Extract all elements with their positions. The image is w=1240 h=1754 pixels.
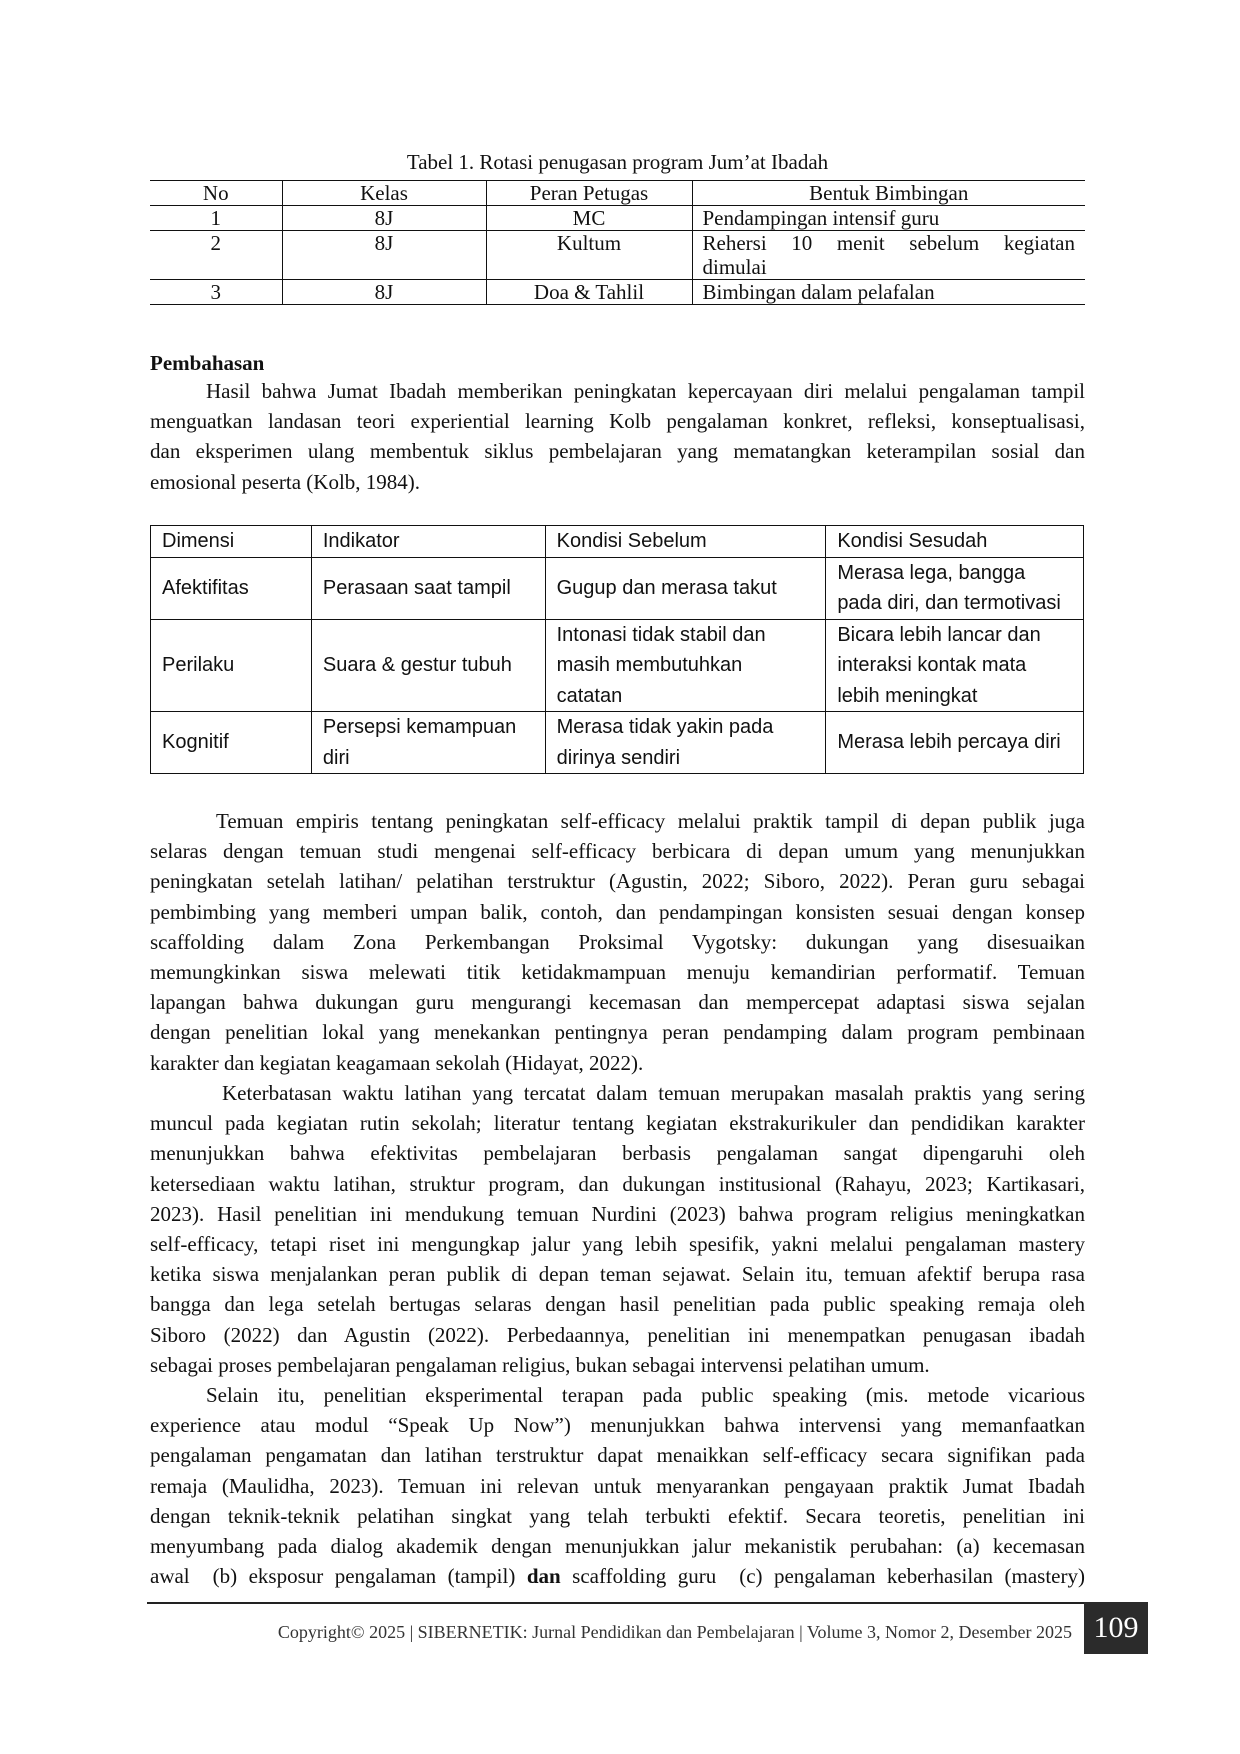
cell-line: Gugup dan merasa takut — [556, 576, 777, 599]
text-line: pembimbing yang memberi umpan balik, contoh, dan pendampingan konsisten sesuai dengan konsep — [150, 899, 1085, 924]
table-cell-indikator — [311, 619, 545, 712]
cell-line: Persepsi kemampuan — [322, 716, 517, 738]
table-cell: Bimbingan dalam pelafalan — [692, 280, 1085, 305]
table2-header-sesudah: Kondisi Sesudah — [826, 526, 1084, 558]
cell-line: pada diri, dan termotivasi — [837, 592, 1061, 614]
table-cell-sebelum — [545, 557, 826, 619]
table-cell-dimensi: Afektifitas — [151, 557, 312, 619]
text-line: remaja (Maulidha, 2023). Temuan ini relevan untuk menyarankan pengayaan praktik Jumat Ibadah — [150, 1473, 1085, 1498]
text-line: muncul pada kegiatan rutin sekolah; literatur tentang kegiatan ekstrakurikuler dan pendidikan karakter — [150, 1111, 1085, 1136]
table1-header-kelas: Kelas — [282, 181, 486, 206]
cell-line: Perasaan saat tampil — [322, 576, 511, 599]
text-line: peningkatan setelah latihan/ pelatihan terstruktur (Agustin, 2022; Siboro, 2022). Peran guru sebagai — [150, 869, 1085, 894]
bold-text: dan — [526, 1564, 561, 1589]
table-cell-indikator — [311, 712, 545, 774]
text-line: Temuan empiris tentang peningkatan self-efficacy melalui praktik tampil di depan publik juga — [216, 809, 1085, 833]
table2 — [150, 525, 1084, 774]
text-line: pengalaman pengamatan dan latihan terstruktur dapat menaikkan self-efficacy secara signifikan pada — [150, 1443, 1085, 1468]
table-cell-dimensi: Perilaku — [151, 619, 312, 712]
text-line: emosional peserta (Kolb, 1984). — [150, 469, 421, 494]
text-line: memungkinkan siswa melewati titik ketidakmampuan menuju kemandirian performatif. Temuan — [150, 960, 1085, 985]
cell-line: lebih meningkat — [837, 684, 978, 707]
cell-line: diri — [322, 746, 350, 769]
text-line: lapangan bahwa dukungan guru mengurangi kecemasan dan mempercepat adaptasi siswa sejalan — [150, 990, 1085, 1015]
text-line: selaras dengan temuan studi mengenai self-efficacy berbicara di depan umum yang menunjukkan — [150, 839, 1085, 864]
table-cell-dimensi: Kognitif — [151, 712, 312, 774]
table-cell: Pendampingan intensif guru — [692, 206, 1085, 231]
text-line: Hasil bahwa Jumat Ibadah memberikan peningkatan kepercayaan diri melalui pengalaman tampil — [206, 379, 1085, 403]
table-cell: 2 — [150, 231, 282, 280]
table2-header-indikator: Indikator — [311, 526, 545, 558]
text-line: Siboro (2022) dan Agustin (2022). Perbedaannya, penelitian ini menempatkan penugasan ibadah — [150, 1322, 1085, 1347]
text-line — [150, 1561, 1085, 1591]
cell-line: Merasa lega, bangga — [837, 561, 1026, 584]
text-line: menguatkan landasan teori experiential learning Kolb pengalaman konkret, refleksi, konseptualisasi, — [150, 409, 1085, 434]
cell-line: catatan — [556, 684, 623, 707]
table2-header-dimensi: Dimensi — [151, 526, 312, 558]
table-cell-sesudah — [826, 712, 1084, 774]
cell-line: Merasa tidak yakin pada — [556, 716, 774, 738]
cell-line: Intonasi tidak stabil dan — [556, 623, 766, 646]
table-cell: 8J — [282, 231, 486, 280]
section-heading: Pembahasan — [150, 351, 265, 375]
table1-header-row — [150, 181, 1085, 206]
text-line: scaffolding dalam Zona Perkembangan Proksimal Vygotsky: dukungan yang disesuaikan — [150, 929, 1085, 954]
table-cell: MC — [486, 206, 692, 231]
table-cell: 3 — [150, 280, 282, 305]
table1 — [150, 180, 1085, 305]
table1-header-peran: Peran Petugas — [486, 181, 692, 206]
text-line: 2023). Hasil penelitian ini mendukung temuan Nurdini (2023) bahwa program religius meningkatkan — [150, 1201, 1085, 1226]
table-cell: Kultum — [486, 231, 692, 280]
footer-divider — [147, 1602, 1085, 1604]
cell-line: Merasa lebih percaya diri — [837, 731, 1061, 754]
cell-line: dimulai — [702, 255, 767, 279]
paragraph-3 — [150, 1078, 1085, 1380]
table-cell-sesudah — [826, 619, 1084, 712]
table-cell: 8J — [282, 280, 486, 305]
paragraph-1 — [150, 376, 1085, 497]
cell-line: masih membutuhkan — [556, 654, 743, 676]
text-line: sebagai proses pembelajaran pengalaman religius, bukan sebagai intervensi pelatihan umum. — [150, 1352, 930, 1377]
table-row — [151, 712, 1084, 774]
table1-header-bentuk: Bentuk Bimbingan — [692, 181, 1085, 206]
text-line: dengan teknik-teknik pelatihan singkat yang telah terbukti efektif. Secara teoretis, penelitian ini — [150, 1503, 1085, 1528]
text-line: Selain itu, penelitian eksperimental terapan pada public speaking (mis. metode vicarious — [206, 1383, 1085, 1407]
cell-line: Suara & gestur tubuh — [322, 654, 512, 676]
text-line: self-efficacy, tetapi riset ini mengungkap jalur yang lebih spesifik, yakni melalui pengalaman mastery — [150, 1232, 1085, 1257]
table-cell: 8J — [282, 206, 486, 231]
cell-line: dirinya sendiri — [556, 746, 681, 769]
text-segment: scaffolding guru (c) pengalaman keberhasilan (mastery) — [560, 1564, 1085, 1589]
table-cell-sebelum — [545, 712, 826, 774]
table-row — [151, 619, 1084, 712]
text-line: dan eksperimen ulang membentuk siklus pembelajaran yang mematangkan keterampilan sosial dan — [150, 439, 1085, 464]
table-row — [150, 280, 1085, 305]
table-cell-sebelum — [545, 619, 826, 712]
text-line: experience atau modul “Speak Up Now”) menunjukkan bahwa intervensi yang memanfaatkan — [150, 1413, 1085, 1438]
table-cell — [692, 231, 1085, 280]
text-line: ketika siswa menjalankan peran publik di depan teman sejawat. Selain itu, temuan afektif berupa rasa — [150, 1262, 1085, 1287]
text-line: ketersediaan waktu latihan, struktur program, dan dukungan institusional (Rahayu, 2023; Kartikasari, — [150, 1171, 1085, 1196]
table2-header-row — [151, 526, 1084, 558]
table-row — [150, 231, 1085, 280]
text-line: menunjukkan bahwa efektivitas pembelajaran berbasis pengalaman sangat dipengaruhi oleh — [150, 1141, 1085, 1166]
table-cell: 1 — [150, 206, 282, 231]
footer-copyright: Copyright© 2025 | SIBERNETIK: Jurnal Pendidikan dan Pembelajaran | Volume 3, Nomor 2, Desember 2025 — [277, 1622, 1072, 1642]
table-cell-indikator — [311, 557, 545, 619]
table-row — [150, 206, 1085, 231]
paragraph-4 — [150, 1380, 1085, 1591]
cell-line: interaksi kontak mata — [837, 654, 1027, 676]
table1-caption: Tabel 1. Rotasi penugasan program Jum’at Ibadah — [406, 150, 829, 174]
text-segment: awal (b) eksposur pengalaman (tampil) — [150, 1564, 527, 1589]
table-cell: Doa & Tahlil — [486, 280, 692, 305]
table2-header-sebelum: Kondisi Sebelum — [545, 526, 826, 558]
cell-line: Rehersi 10 menit sebelum kegiatan — [702, 231, 1075, 255]
text-line: Keterbatasan waktu latihan yang tercatat dalam temuan merupakan masalah praktis yang sering — [222, 1081, 1085, 1105]
cell-line: Bicara lebih lancar dan — [837, 623, 1041, 646]
text-line: karakter dan kegiatan keagamaan sekolah (Hidayat, 2022). — [150, 1050, 644, 1075]
table-row — [151, 557, 1084, 619]
table-cell-sesudah — [826, 557, 1084, 619]
text-line: bangga dan lega setelah bertugas selaras dengan hasil penelitian pada public speaking remaja oleh — [150, 1292, 1085, 1317]
table1-header-no: No — [150, 181, 282, 206]
paragraph-2 — [150, 806, 1085, 1078]
text-line: dengan penelitian lokal yang menekankan pentingnya peran pendamping dalam program pembinaan — [150, 1020, 1085, 1045]
page-number: 109 — [1084, 1602, 1148, 1654]
text-line: menyumbang pada dialog akademik dengan menunjukkan jalur mekanistik perubahan: (a) kecemasan — [150, 1534, 1085, 1559]
